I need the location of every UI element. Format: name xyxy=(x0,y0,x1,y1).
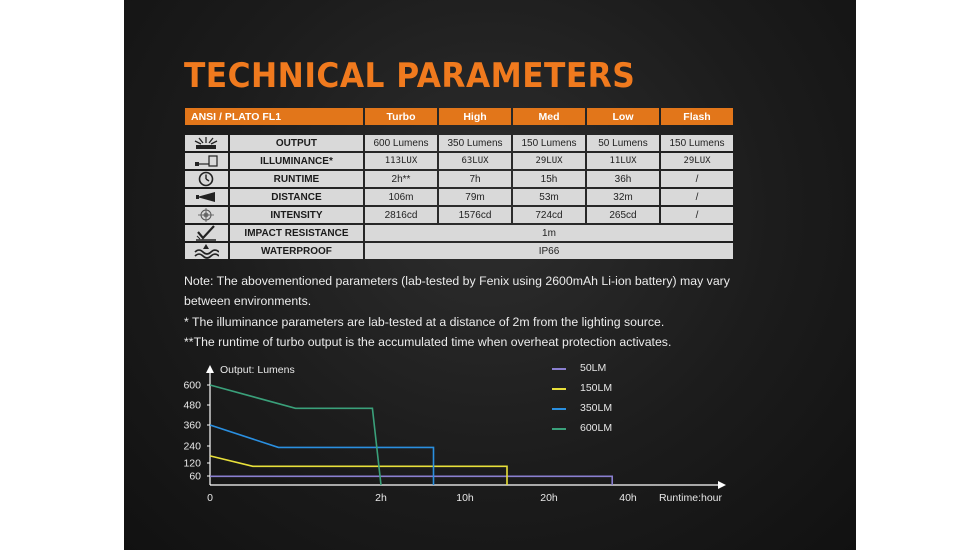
intensity-flash: / xyxy=(661,207,733,223)
intensity-turbo: 2816cd xyxy=(365,207,437,223)
illuminance-turbo: 113LUX xyxy=(365,153,437,169)
y-tick-label: 360 xyxy=(183,419,201,432)
distance-high: 79m xyxy=(439,189,511,205)
y-tick-label: 60 xyxy=(189,470,201,483)
legend-item xyxy=(552,362,672,376)
runtime-low: 36h xyxy=(587,171,659,187)
row-label-waterproof: WATERPROOF xyxy=(230,243,363,259)
distance-flash: / xyxy=(661,189,733,205)
row-label-runtime: RUNTIME xyxy=(230,171,363,187)
table-row-output xyxy=(185,135,733,151)
row-label-output: OUTPUT xyxy=(230,135,363,151)
distance-turbo: 106m xyxy=(365,189,437,205)
distance-med: 53m xyxy=(513,189,585,205)
x-tick-label: 40h xyxy=(619,492,637,504)
impact-resistance-icon xyxy=(185,225,228,241)
table-row-distance xyxy=(185,189,733,205)
x-axis-label: Runtime:hour xyxy=(658,492,722,504)
distance-icon xyxy=(185,189,228,205)
output-flash: 150 Lumens xyxy=(661,135,733,151)
illuminance-low: 11LUX xyxy=(587,153,659,169)
table-header-row xyxy=(185,108,733,125)
intensity-icon xyxy=(185,207,228,223)
header-low: Low xyxy=(587,108,659,125)
note-line: **The runtime of turbo output is the accumulated time when overheat protection activates. xyxy=(184,334,672,349)
distance-low: 32m xyxy=(587,189,659,205)
legend-item xyxy=(552,402,672,416)
header-med: Med xyxy=(513,108,585,125)
legend-item xyxy=(552,422,672,436)
row-label-distance: DISTANCE xyxy=(230,189,363,205)
x-tick-label: 2h xyxy=(375,492,387,504)
y-axis-arrow xyxy=(206,365,214,373)
illuminance-icon xyxy=(185,153,228,169)
row-label-intensity: INTENSITY xyxy=(230,207,363,223)
output-high: 350 Lumens xyxy=(439,135,511,151)
spec-table xyxy=(183,106,735,261)
illuminance-med: 29LUX xyxy=(513,153,585,169)
illuminance-high: 63LUX xyxy=(439,153,511,169)
legend-label: 50LM xyxy=(580,362,607,374)
x-tick-label: 10h xyxy=(456,492,474,504)
waterproof-value: IP66 xyxy=(365,243,733,259)
legend-swatch xyxy=(552,368,566,370)
y-axis-label: Output: Lumens xyxy=(220,364,295,376)
legend-item xyxy=(552,382,672,396)
y-tick-label: 600 xyxy=(183,379,201,392)
legend-label: 600LM xyxy=(580,422,613,434)
table-row-runtime xyxy=(185,171,733,187)
y-tick-label: 240 xyxy=(183,440,201,453)
intensity-med: 724cd xyxy=(513,207,585,223)
note-line: Note: The abovementioned parameters (lab-tested by Fenix using 2600mAh Li-ion battery) may vary xyxy=(184,274,730,288)
note-line: between environments. xyxy=(184,294,312,309)
legend-swatch xyxy=(552,428,566,430)
x-tick-label: 20h xyxy=(540,492,558,504)
y-tick-label: 120 xyxy=(183,457,201,470)
waterproof-icon xyxy=(185,243,228,259)
series-line-150lm xyxy=(210,456,507,485)
legend-label: 150LM xyxy=(580,382,613,394)
header-standard: ANSI / PLATO FL1 xyxy=(185,108,363,125)
table-row-impact-resistance xyxy=(185,225,733,241)
legend-swatch xyxy=(552,408,566,410)
output-med: 150 Lumens xyxy=(513,135,585,151)
runtime-turbo: 2h** xyxy=(365,171,437,187)
output-turbo: 600 Lumens xyxy=(365,135,437,151)
output-low: 50 Lumens xyxy=(587,135,659,151)
x-tick-label: 0 xyxy=(207,492,213,504)
runtime-high: 7h xyxy=(439,171,511,187)
series-line-50lm xyxy=(210,476,612,485)
notes xyxy=(184,271,730,352)
header-flash: Flash xyxy=(661,108,733,125)
intensity-low: 265cd xyxy=(587,207,659,223)
row-label-impact-resistance: IMPACT RESISTANCE xyxy=(230,225,363,241)
output-icon xyxy=(185,135,228,151)
legend-label: 350LM xyxy=(580,402,613,414)
header-high: High xyxy=(439,108,511,125)
table-row-waterproof xyxy=(185,243,733,259)
runtime-icon xyxy=(185,171,228,187)
intensity-high: 1576cd xyxy=(439,207,511,223)
illuminance-flash: 29LUX xyxy=(661,153,733,169)
page-title: TECHNICAL PARAMETERS xyxy=(184,56,636,96)
x-axis-arrow xyxy=(718,481,726,489)
row-label-illuminance: ILLUMINANCE* xyxy=(230,153,363,169)
y-tick-label: 480 xyxy=(183,399,201,412)
legend-swatch xyxy=(552,388,566,390)
header-turbo: Turbo xyxy=(365,108,437,125)
series-line-600lm xyxy=(210,385,381,485)
table-row-illuminance xyxy=(185,153,733,169)
runtime-med: 15h xyxy=(513,171,585,187)
impact-resistance-value: 1m xyxy=(365,225,733,241)
note-line: * The illuminance parameters are lab-tested at a distance of 2m from the lighting source. xyxy=(184,314,665,329)
runtime-flash: / xyxy=(661,171,733,187)
table-row-intensity xyxy=(185,207,733,223)
